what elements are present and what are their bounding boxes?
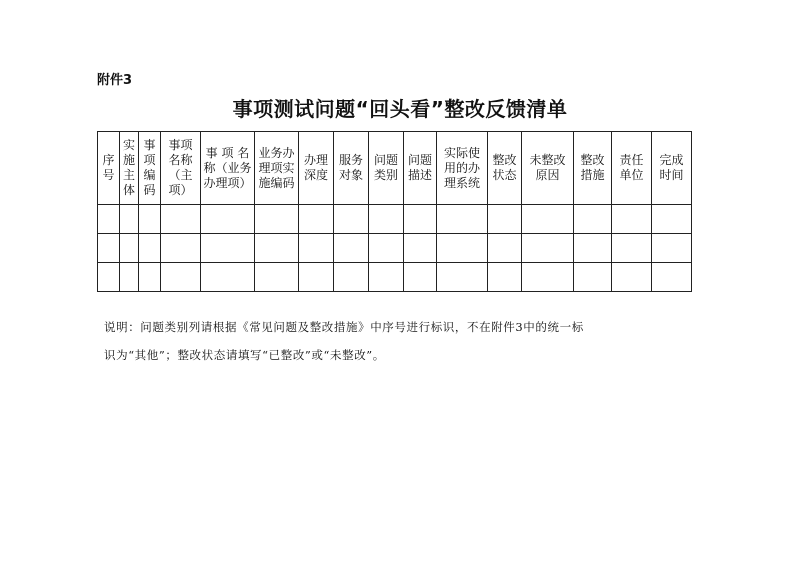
table-cell [612,234,652,263]
table-cell [404,205,437,234]
column-header-line: 号 [102,168,115,182]
table-cell [334,263,369,292]
table-cell [299,234,334,263]
header-row [98,132,692,205]
table-cell [652,205,692,234]
column-header [161,132,201,205]
document-title: 事项测试问题“回头看”整改反馈清单 [232,97,568,121]
column-header [334,132,369,205]
column-header-line: 理项实 [258,160,295,175]
column-header [652,132,692,205]
column-header-line: 整改 [580,153,605,167]
table-cell [488,234,522,263]
column-header-line: 事项 [168,138,193,152]
table-cell [120,234,139,263]
column-header-line: 编 [143,168,156,182]
table-cell [522,263,574,292]
table-cell [139,263,161,292]
column-header-line: 理系统 [443,175,480,190]
column-header-line: 原因 [535,168,560,182]
column-header-line: 描述 [407,168,432,182]
column-header [201,132,255,205]
table-cell [299,205,334,234]
column-header [120,132,139,205]
column-header-line: （主 [168,168,193,182]
column-header-line: 项 [143,153,156,167]
table-cell [437,205,488,234]
column-header [255,132,299,205]
column-header-line: 问题 [407,153,432,167]
column-header [369,132,404,205]
table-cell [161,263,201,292]
column-header-line: 单位 [619,168,644,182]
table-cell [334,234,369,263]
table-cell [98,205,120,234]
column-header-line: 服务 [338,153,363,167]
table-cell [437,263,488,292]
column-header [98,132,120,205]
column-header-line: 称（业务 [203,160,252,175]
table-cell [299,263,334,292]
table-cell [201,263,255,292]
table-cell [652,234,692,263]
column-header-line: 项） [168,183,193,197]
table-cell [612,205,652,234]
table-cell [574,205,612,234]
column-header-line: 办理 [303,153,328,167]
table-cell [574,234,612,263]
column-header-line: 用的办 [443,160,480,175]
column-header-line: 对象 [338,168,363,182]
table-row [98,205,692,234]
column-header-line: 实际使 [443,145,480,160]
column-header-line: 序 [102,153,115,167]
table-cell [139,234,161,263]
explanatory-note [104,313,704,369]
column-header-line: 问题 [373,153,398,167]
table-cell [404,234,437,263]
table-cell [255,205,299,234]
table-cell [120,263,139,292]
column-header-line: 未整改 [529,153,566,167]
column-header-line: 时间 [659,168,684,182]
column-header-line: 名称 [168,153,193,167]
column-header [299,132,334,205]
column-header-line: 事 [143,138,156,152]
table-cell [488,205,522,234]
table-cell [369,205,404,234]
feedback-table [97,131,692,292]
table-cell [139,205,161,234]
column-header-line: 实 [122,138,135,152]
column-header-line: 施编码 [258,175,295,190]
table-body [98,205,692,292]
table-cell [404,263,437,292]
column-header-line: 状态 [492,168,517,182]
column-header-line: 整改 [492,153,517,167]
table-cell [522,234,574,263]
table-cell [612,263,652,292]
attachment-label: 附件3 [97,73,133,88]
table-cell [652,263,692,292]
column-header-line: 办理项） [203,175,252,190]
column-header-line: 码 [143,183,156,197]
column-header-line: 深度 [303,168,328,182]
column-header-line: 施主 [122,153,135,182]
column-header [612,132,652,205]
table-cell [98,234,120,263]
table-cell [488,263,522,292]
column-header [488,132,522,205]
column-header-line: 类别 [373,168,398,182]
column-header [139,132,161,205]
table-row [98,263,692,292]
table-cell [161,234,201,263]
column-header-line: 体 [122,183,135,197]
table-cell [437,234,488,263]
column-header-line: 业务办 [258,145,295,160]
table-cell [255,234,299,263]
table-cell [161,205,201,234]
table-cell [369,234,404,263]
column-header [574,132,612,205]
column-header-line: 完成 [659,153,684,167]
table-cell [369,263,404,292]
table-cell [334,205,369,234]
note-line-2: 识为“其他”；整改状态请填写“已整改”或“未整改”。 [104,348,385,362]
table-cell [201,205,255,234]
table-cell [255,263,299,292]
column-header-line: 事 项 名 [205,145,250,160]
table-cell [120,205,139,234]
table-cell [98,263,120,292]
table-row [98,234,692,263]
column-header [437,132,488,205]
column-header [404,132,437,205]
table-cell [201,234,255,263]
column-header-line: 责任 [619,153,644,167]
note-line-1: 说明：问题类别列请根据《常见问题及整改措施》中序号进行标识，不在附件3中的统一标 [104,320,584,334]
column-header [522,132,574,205]
table-cell [522,205,574,234]
column-header-line: 措施 [580,168,605,182]
table-cell [574,263,612,292]
